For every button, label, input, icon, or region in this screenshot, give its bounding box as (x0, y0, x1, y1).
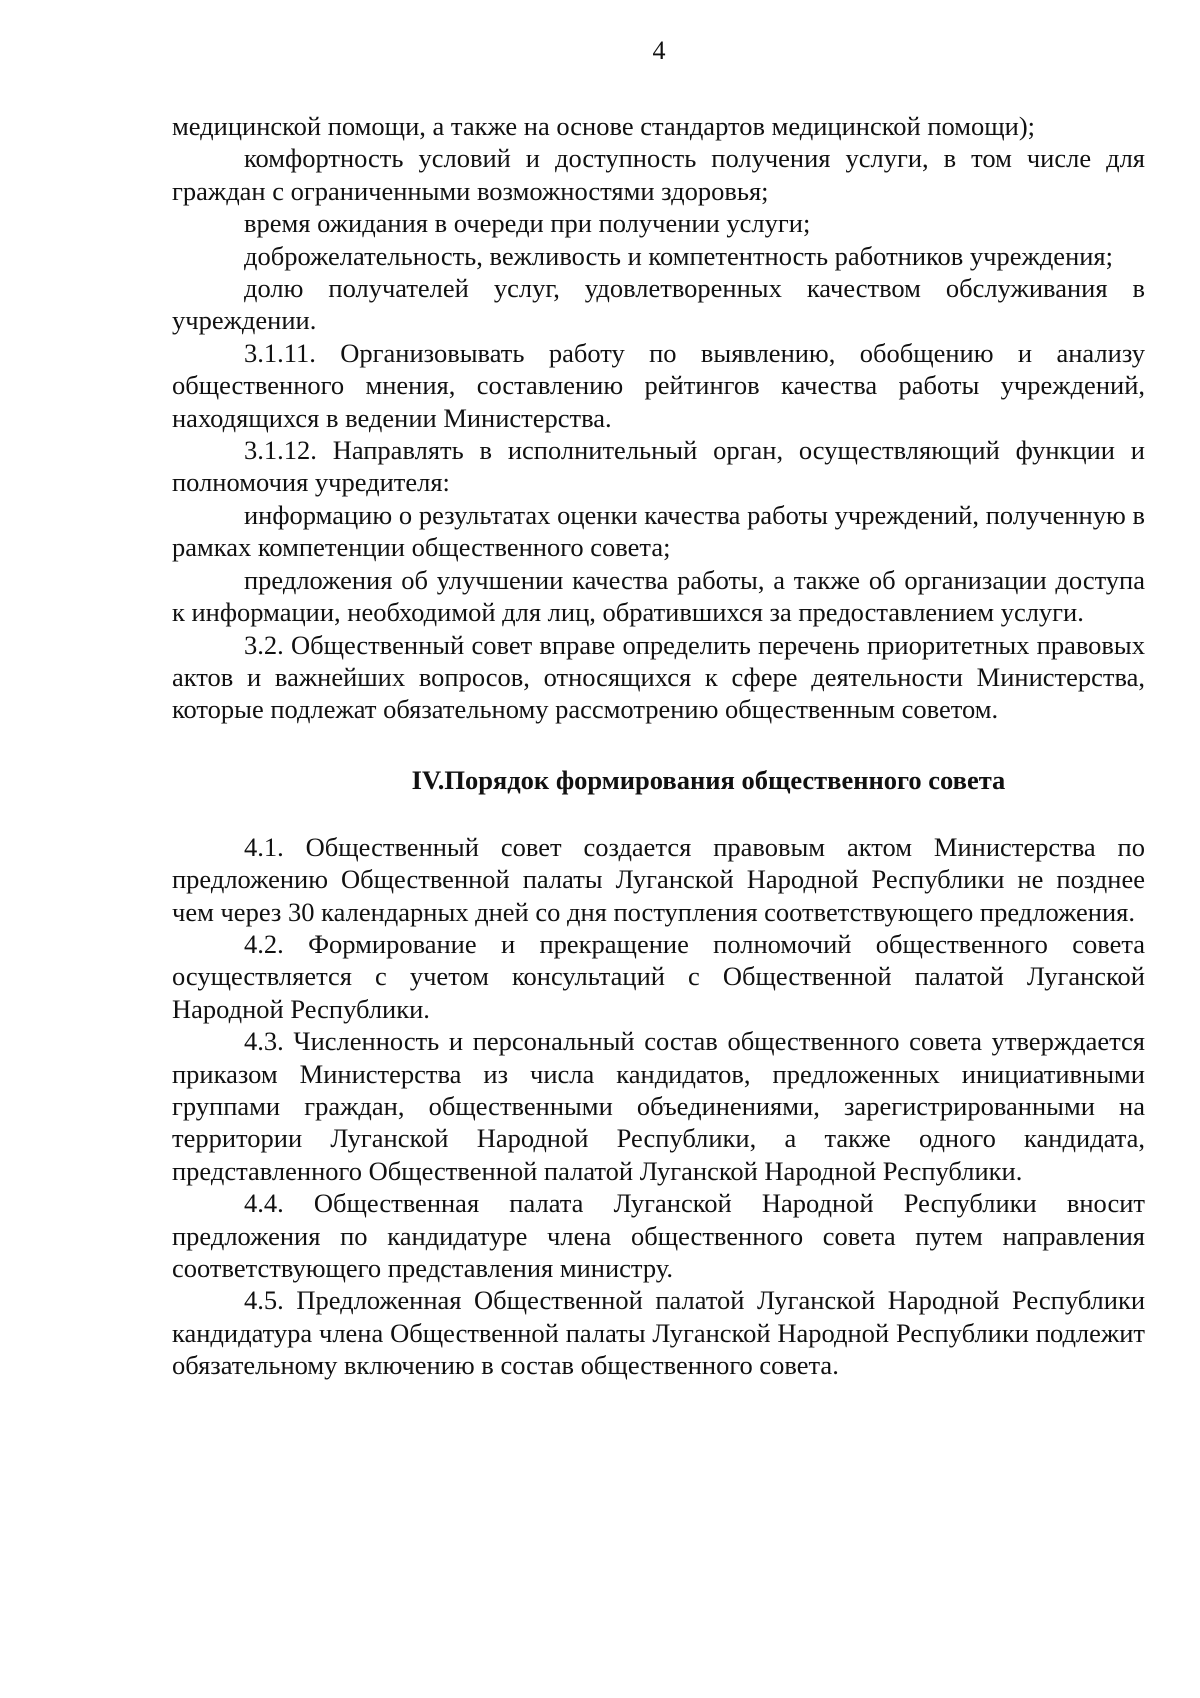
document-body (172, 110, 1145, 1382)
paragraph: 4.2. Формирование и прекращение полномочий общественного совета осуществляется с учетом консультаций с Общественной палатой Луганской Народной Республики. (172, 928, 1145, 1024)
paragraph: доброжелательность, вежливость и компетентность работников учреждения; (244, 240, 1113, 271)
paragraph: информацию о результатах оценки качества работы учреждений, полученную в рамках компетенции общественного совета; (172, 499, 1145, 563)
paragraph: 4.5. Предложенная Общественной палатой Луганской Народной Республики кандидатура члена Общественной палаты Луганской Народной Республики подлежит обязательному включению в состав общественного совета. (172, 1285, 1145, 1381)
page-number: 4 (652, 36, 666, 65)
paragraph: комфортность условий и доступность получения услуги, в том числе для граждан с ограниченными возможностями здоровья; (172, 143, 1145, 206)
paragraph: 3.2. Общественный совет вправе определить перечень приоритетных правовых актов и важнейших вопросов, относящихся к сфере деятельности Министерства, которые подлежат обязательному рассмотрению общественным советом. (172, 629, 1145, 725)
paragraph: 4.3. Численность и персональный состав общественного совета утверждается приказом Министерства из числа кандидатов, предложенных инициативными группами граждан, общественными объединениями, зарегистрированными на территории Луганской Народной Республики, а также одного кандидата, представленного Общественной палатой Луганской Народной Республики. (172, 1026, 1145, 1186)
paragraph: долю получателей услуг, удовлетворенных качеством обслуживания в учреждении. (172, 273, 1145, 336)
paragraph: предложения об улучшении качества работы, а также об организации доступа к информации, необходимой для лиц, обратившихся за предоставлением услуги. (172, 564, 1145, 628)
section-heading: IV.Порядок формирования общественного совета (411, 764, 1006, 795)
paragraph: 4.4. Общественная палата Луганской Народной Республики вносит предложения по кандидатуре члена общественного совета путем направления соответствующего представления министру. (172, 1188, 1145, 1283)
paragraph: время ожидания в очереди при получении услуги; (244, 208, 811, 239)
paragraph: 4.1. Общественный совет создается правовым актом Министерства по предложению Общественной палаты Луганской Народной Республики не позднее чем через 30 календарных дней со дня поступления соответствующего предложения. (172, 831, 1145, 927)
section-three-text (172, 110, 1145, 726)
paragraph: 3.1.11. Организовывать работу по выявлению, обобщению и анализу общественного мнения, составлению рейтингов качества работы учреждений, находящихся в ведении Министерства. (172, 337, 1145, 433)
section-four-text (172, 831, 1145, 1382)
paragraph: медицинской помощи, а также на основе стандартов медицинской помощи); (172, 111, 1036, 141)
paragraph: 3.1.12. Направлять в исполнительный орган, осуществляющий функции и полномочия учредителя: (172, 435, 1145, 498)
